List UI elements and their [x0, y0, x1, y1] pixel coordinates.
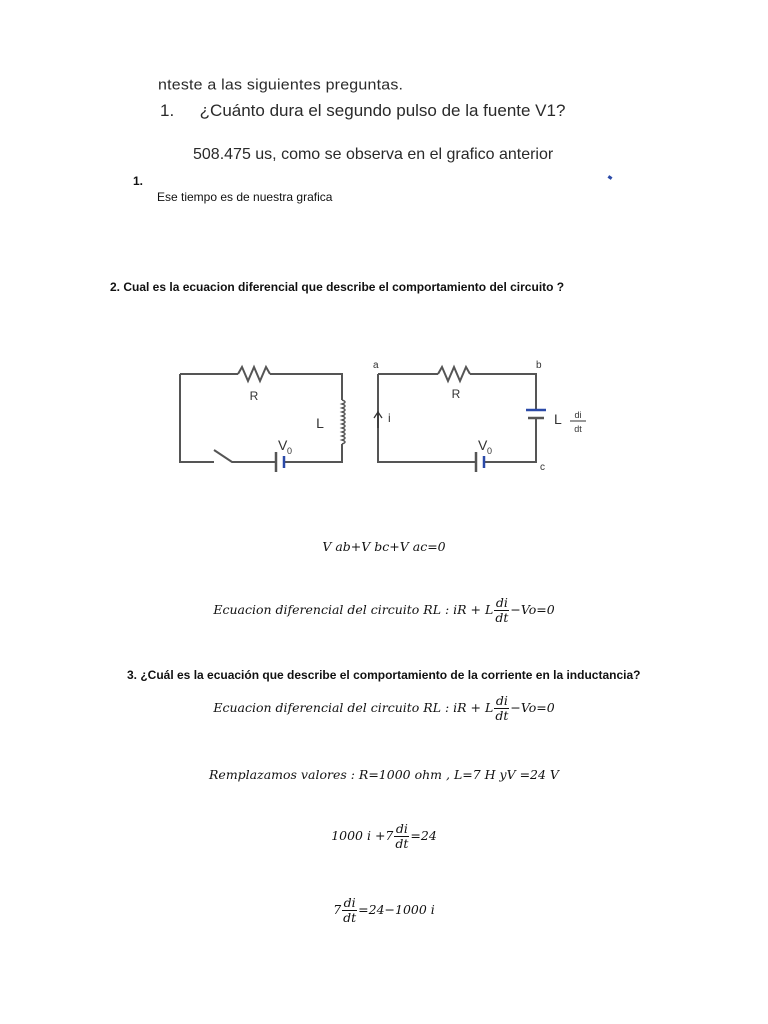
eq3-suffix: −Vo=0	[510, 700, 555, 715]
right-label-i: i	[388, 411, 391, 425]
left-label-L: L	[316, 415, 324, 431]
eq2-suffix: −Vo=0	[510, 602, 555, 617]
circuit-diagram	[170, 350, 600, 480]
eq6-fraction	[342, 896, 357, 925]
left-label-R: R	[249, 389, 259, 403]
circuit-right	[378, 367, 546, 472]
left-label-V-sub: 0	[287, 446, 293, 456]
eq3-num: di	[495, 693, 508, 708]
equation-differential-2	[0, 694, 768, 723]
node-a: a	[373, 360, 379, 371]
eq6-prefix: 7	[333, 902, 342, 917]
right-label-V-sub: 0	[487, 446, 493, 456]
scan-question-number: 1.	[160, 101, 175, 120]
eq6-den: dt	[343, 910, 357, 925]
right-label-R: R	[451, 387, 461, 401]
equation-differential-1	[0, 596, 768, 625]
node-c: c	[540, 462, 545, 473]
eq3-den: dt	[495, 708, 509, 723]
eq2-prefix: Ecuacion diferencial del circuito RL : iR + L	[213, 602, 494, 617]
eq6-suffix: =24−1000 i	[358, 902, 435, 917]
eq5-num: di	[395, 821, 408, 836]
question-3: 3. ¿Cuál es la ecuación que describe el comportamiento de la corriente en la inductancia?	[127, 668, 641, 682]
scan-question-text: ¿Cuánto dura el segundo pulso de la fuente V1?	[199, 101, 566, 120]
eq5-fraction	[394, 822, 409, 851]
eq2-num: di	[495, 595, 508, 610]
node-b: b	[536, 360, 542, 371]
eq3-fraction	[494, 694, 509, 723]
eq5-suffix: =24	[410, 828, 437, 843]
scan-question-1	[160, 101, 565, 121]
equation-kvl: V ab+V bc+V ac=0	[322, 539, 446, 554]
item1-number: 1.	[133, 174, 144, 188]
eq5-prefix: 1000 i +7	[331, 828, 394, 843]
equation-substituted	[0, 822, 768, 851]
current-arrow	[374, 412, 382, 428]
right-label-V: V	[478, 437, 488, 453]
right-label-dt: dt	[574, 424, 582, 434]
inductor-coil	[342, 400, 345, 444]
equation-rearranged	[0, 896, 768, 925]
scan-answer: 508.475 us, como se observa en el grafico anterior	[193, 146, 554, 163]
question-2: 2. Cual es la ecuacion diferencial que describe el comportamiento del circuito ?	[110, 280, 565, 294]
tick-mark	[608, 175, 613, 180]
eq5-den: dt	[395, 836, 409, 851]
equation-values: Remplazamos valores : R=1000 ohm , L=7 H yV =24 V	[209, 767, 559, 782]
item1-note: Ese tiempo es de nuestra grafica	[157, 190, 333, 204]
scan-cut-line: nteste a las siguientes preguntas.	[158, 77, 404, 94]
eq3-prefix: Ecuacion diferencial del circuito RL : iR + L	[213, 700, 494, 715]
eq2-den: dt	[495, 610, 509, 625]
eq2-fraction	[494, 596, 509, 625]
left-label-V: V	[278, 437, 288, 453]
eq6-num: di	[343, 895, 356, 910]
right-label-L: L	[554, 411, 562, 427]
right-label-di: di	[574, 410, 582, 420]
